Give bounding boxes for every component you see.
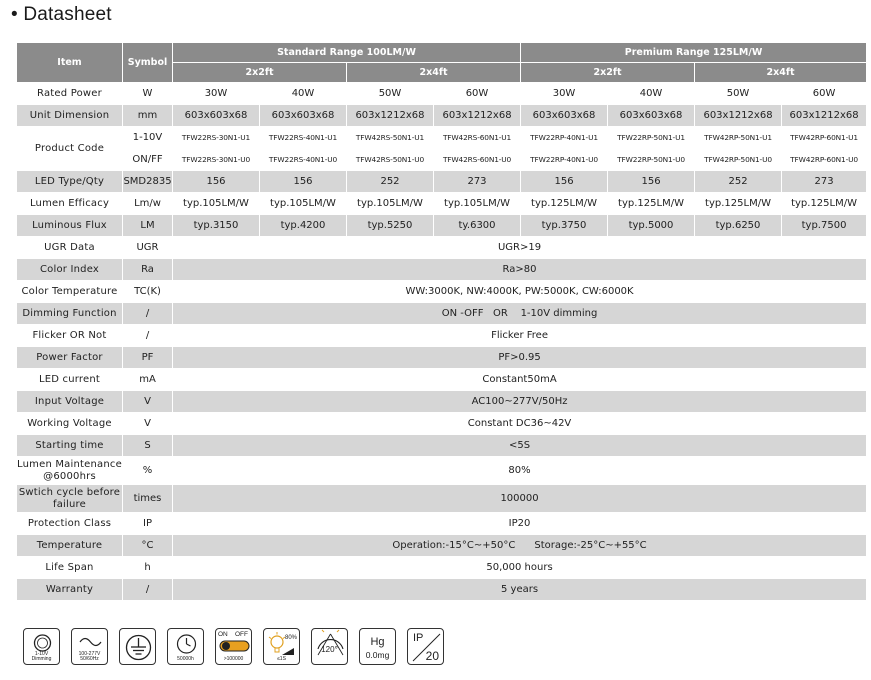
cell: 60W — [782, 83, 867, 105]
row-value: Flicker Free — [173, 325, 867, 347]
lifespan-icon — [167, 628, 204, 665]
dimming-icon — [23, 628, 60, 665]
row-label: Swtich cycle before failure — [17, 485, 123, 513]
row-value: UGR>19 — [173, 237, 867, 259]
row-symbol: Lm/w — [123, 193, 173, 215]
cell: TFW22RS-30N1-U1 — [173, 127, 260, 149]
cell: 156 — [521, 171, 608, 193]
row-symbol: times — [123, 485, 173, 513]
row-value: 50,000 hours — [173, 557, 867, 579]
row-symbol: TC(K) — [123, 281, 173, 303]
cell: TFW42RS-60N1-U0 — [434, 149, 521, 171]
row-color-index — [17, 259, 867, 281]
cell: 603x1212x68 — [695, 105, 782, 127]
cell: 50W — [347, 83, 434, 105]
cell: typ.125LM/W — [782, 193, 867, 215]
cell: 273 — [434, 171, 521, 193]
row-label: Color Index — [17, 259, 123, 281]
cell: 603x603x68 — [260, 105, 347, 127]
switch-on-label: ON — [218, 631, 228, 638]
row-symbol: / — [123, 325, 173, 347]
page-title: • Datasheet — [11, 4, 112, 25]
cell: TFW42RP-50N1-U0 — [695, 149, 782, 171]
cell: typ.105LM/W — [260, 193, 347, 215]
cell: 252 — [347, 171, 434, 193]
row-value: AC100~277V/50Hz — [173, 391, 867, 413]
header-size: 2x4ft — [347, 63, 521, 83]
cell: typ.125LM/W — [608, 193, 695, 215]
row-label: Temperature — [17, 535, 123, 557]
row-label: Rated Power — [17, 83, 123, 105]
row-switch-cycle — [17, 485, 867, 513]
row-value: 5 years — [173, 579, 867, 601]
row-flicker — [17, 325, 867, 347]
lumen-maintenance-icon — [263, 628, 300, 665]
cell: 156 — [173, 171, 260, 193]
row-label: LED Type/Qty — [17, 171, 123, 193]
row-symbol: mm — [123, 105, 173, 127]
row-input-voltage — [17, 391, 867, 413]
cell: 156 — [608, 171, 695, 193]
cell: 30W — [521, 83, 608, 105]
row-warranty — [17, 579, 867, 601]
row-value: 80% — [173, 457, 867, 485]
row-symbol: V — [123, 413, 173, 435]
row-label: Starting time — [17, 435, 123, 457]
row-label: Dimming Function — [17, 303, 123, 325]
cell: typ.6250 — [695, 215, 782, 237]
cell: TFW22RS-40N1-U1 — [260, 127, 347, 149]
cell: TFW22RS-30N1-U0 — [173, 149, 260, 171]
cell: typ.125LM/W — [695, 193, 782, 215]
cell: TFW22RP-40N1-U0 — [521, 149, 608, 171]
cell: typ.3150 — [173, 215, 260, 237]
row-product-code-2 — [17, 149, 867, 171]
cell: typ.105LM/W — [173, 193, 260, 215]
header-symbol: Symbol — [123, 43, 173, 83]
row-starting-time — [17, 435, 867, 457]
cell: 603x1212x68 — [347, 105, 434, 127]
cell: 40W — [608, 83, 695, 105]
row-label: Color Temperature — [17, 281, 123, 303]
row-symbol: SMD2835 — [123, 171, 173, 193]
ip-label: IP — [413, 632, 424, 644]
cell: 603x1212x68 — [434, 105, 521, 127]
cell: typ.125LM/W — [521, 193, 608, 215]
header-standard-range: Standard Range 100LM/W — [173, 43, 521, 63]
icon-caption: >100000 — [223, 656, 244, 662]
row-label: Protection Class — [17, 513, 123, 535]
cell: typ.105LM/W — [434, 193, 521, 215]
header-premium-range: Premium Range 125LM/W — [521, 43, 867, 63]
row-label: Warranty — [17, 579, 123, 601]
mercury-symbol: Hg — [370, 636, 385, 648]
icon-caption: 100-277V 50/60Hz — [78, 651, 101, 662]
row-symbol: ON/FF — [123, 149, 173, 171]
row-symbol: LM — [123, 215, 173, 237]
row-value: IP20 — [173, 513, 867, 535]
ip-rating-icon — [407, 628, 444, 665]
row-symbol: S — [123, 435, 173, 457]
lumen-percent-label: 80% — [284, 635, 297, 641]
row-symbol: / — [123, 303, 173, 325]
cell: typ.4200 — [260, 215, 347, 237]
row-symbol: V — [123, 391, 173, 413]
row-product-code-1 — [17, 127, 867, 149]
row-working-voltage — [17, 413, 867, 435]
row-label: Luminous Flux — [17, 215, 123, 237]
cell: TFW22RP-50N1-U1 — [608, 127, 695, 149]
row-value: WW:3000K, NW:4000K, PW:5000K, CW:6000K — [173, 281, 867, 303]
row-unit-dimension — [17, 105, 867, 127]
row-lumen-efficacy — [17, 193, 867, 215]
cell: 252 — [695, 171, 782, 193]
row-label: Product Code — [17, 127, 123, 171]
cell: 50W — [695, 83, 782, 105]
row-value: ON -OFF OR 1-10V dimming — [173, 303, 867, 325]
cell: TFW42RS-60N1-U1 — [434, 127, 521, 149]
row-temperature — [17, 535, 867, 557]
row-life-span — [17, 557, 867, 579]
header-size: 2x2ft — [521, 63, 695, 83]
row-color-temperature — [17, 281, 867, 303]
cell: TFW42RP-60N1-U0 — [782, 149, 867, 171]
cell: 603x603x68 — [608, 105, 695, 127]
cell: typ.105LM/W — [347, 193, 434, 215]
row-label: Power Factor — [17, 347, 123, 369]
switch-off-label: OFF — [235, 631, 248, 638]
cell: 30W — [173, 83, 260, 105]
mercury-icon — [359, 628, 396, 665]
row-dimming-function — [17, 303, 867, 325]
row-luminous-flux — [17, 215, 867, 237]
cell: typ.3750 — [521, 215, 608, 237]
icon-caption: ≤1S — [277, 656, 286, 662]
row-label: LED current — [17, 369, 123, 391]
cell: TFW22RP-50N1-U0 — [608, 149, 695, 171]
row-ugr — [17, 237, 867, 259]
ground-icon — [119, 628, 156, 665]
icon-caption: 50000h — [177, 656, 194, 662]
row-protection-class — [17, 513, 867, 535]
cell: 603x603x68 — [521, 105, 608, 127]
cell: TFW42RS-50N1-U0 — [347, 149, 434, 171]
row-symbol: % — [123, 457, 173, 485]
row-label: Lumen Maintenance @6000hrs — [17, 457, 123, 485]
row-symbol: / — [123, 579, 173, 601]
cell: TFW42RP-60N1-U1 — [782, 127, 867, 149]
row-label: Flicker OR Not — [17, 325, 123, 347]
row-value: 100000 — [173, 485, 867, 513]
row-symbol: Ra — [123, 259, 173, 281]
row-value: <5S — [173, 435, 867, 457]
row-label: Lumen Efficacy — [17, 193, 123, 215]
row-symbol: °C — [123, 535, 173, 557]
cell: TFW22RP-40N1-U1 — [521, 127, 608, 149]
row-symbol: h — [123, 557, 173, 579]
row-label: Life Span — [17, 557, 123, 579]
row-symbol: IP — [123, 513, 173, 535]
voltage-icon — [71, 628, 108, 665]
row-label: Unit Dimension — [17, 105, 123, 127]
row-symbol: mA — [123, 369, 173, 391]
row-led-current — [17, 369, 867, 391]
cell: typ.5250 — [347, 215, 434, 237]
beam-angle-icon — [311, 628, 348, 665]
cell: typ.7500 — [782, 215, 867, 237]
row-value: Constant50mA — [173, 369, 867, 391]
mercury-value: 0.0mg — [365, 650, 390, 660]
row-led-type — [17, 171, 867, 193]
cell: TFW22RS-40N1-U0 — [260, 149, 347, 171]
ip-value: 20 — [425, 649, 439, 663]
beam-angle-label: 120° — [321, 645, 338, 654]
cell: 156 — [260, 171, 347, 193]
cell: 60W — [434, 83, 521, 105]
row-rated-power — [17, 83, 867, 105]
datasheet-table — [16, 42, 867, 601]
row-label: Working Voltage — [17, 413, 123, 435]
cell: 603x1212x68 — [782, 105, 867, 127]
header-row-ranges — [17, 43, 867, 63]
row-label: UGR Data — [17, 237, 123, 259]
header-size: 2x4ft — [695, 63, 867, 83]
cell: typ.5000 — [608, 215, 695, 237]
cell: ty.6300 — [434, 215, 521, 237]
row-symbol: PF — [123, 347, 173, 369]
row-symbol: W — [123, 83, 173, 105]
row-value: Ra>80 — [173, 259, 867, 281]
cell: 273 — [782, 171, 867, 193]
cell: 603x603x68 — [173, 105, 260, 127]
row-label: Input Voltage — [17, 391, 123, 413]
row-value: Constant DC36~42V — [173, 413, 867, 435]
icon-caption: 1-10V Dimming — [31, 651, 52, 662]
row-value: PF>0.95 — [173, 347, 867, 369]
row-symbol: UGR — [123, 237, 173, 259]
row-power-factor — [17, 347, 867, 369]
switch-cycle-icon — [215, 628, 252, 665]
cell: 40W — [260, 83, 347, 105]
header-item: Item — [17, 43, 123, 83]
cell: TFW42RS-50N1-U1 — [347, 127, 434, 149]
row-symbol: 1-10V — [123, 127, 173, 149]
row-lumen-maintenance — [17, 457, 867, 485]
cell: TFW42RP-50N1-U1 — [695, 127, 782, 149]
header-size: 2x2ft — [173, 63, 347, 83]
row-value: Operation:-15°C~+50°C Storage:-25°C~+55°C — [173, 535, 867, 557]
